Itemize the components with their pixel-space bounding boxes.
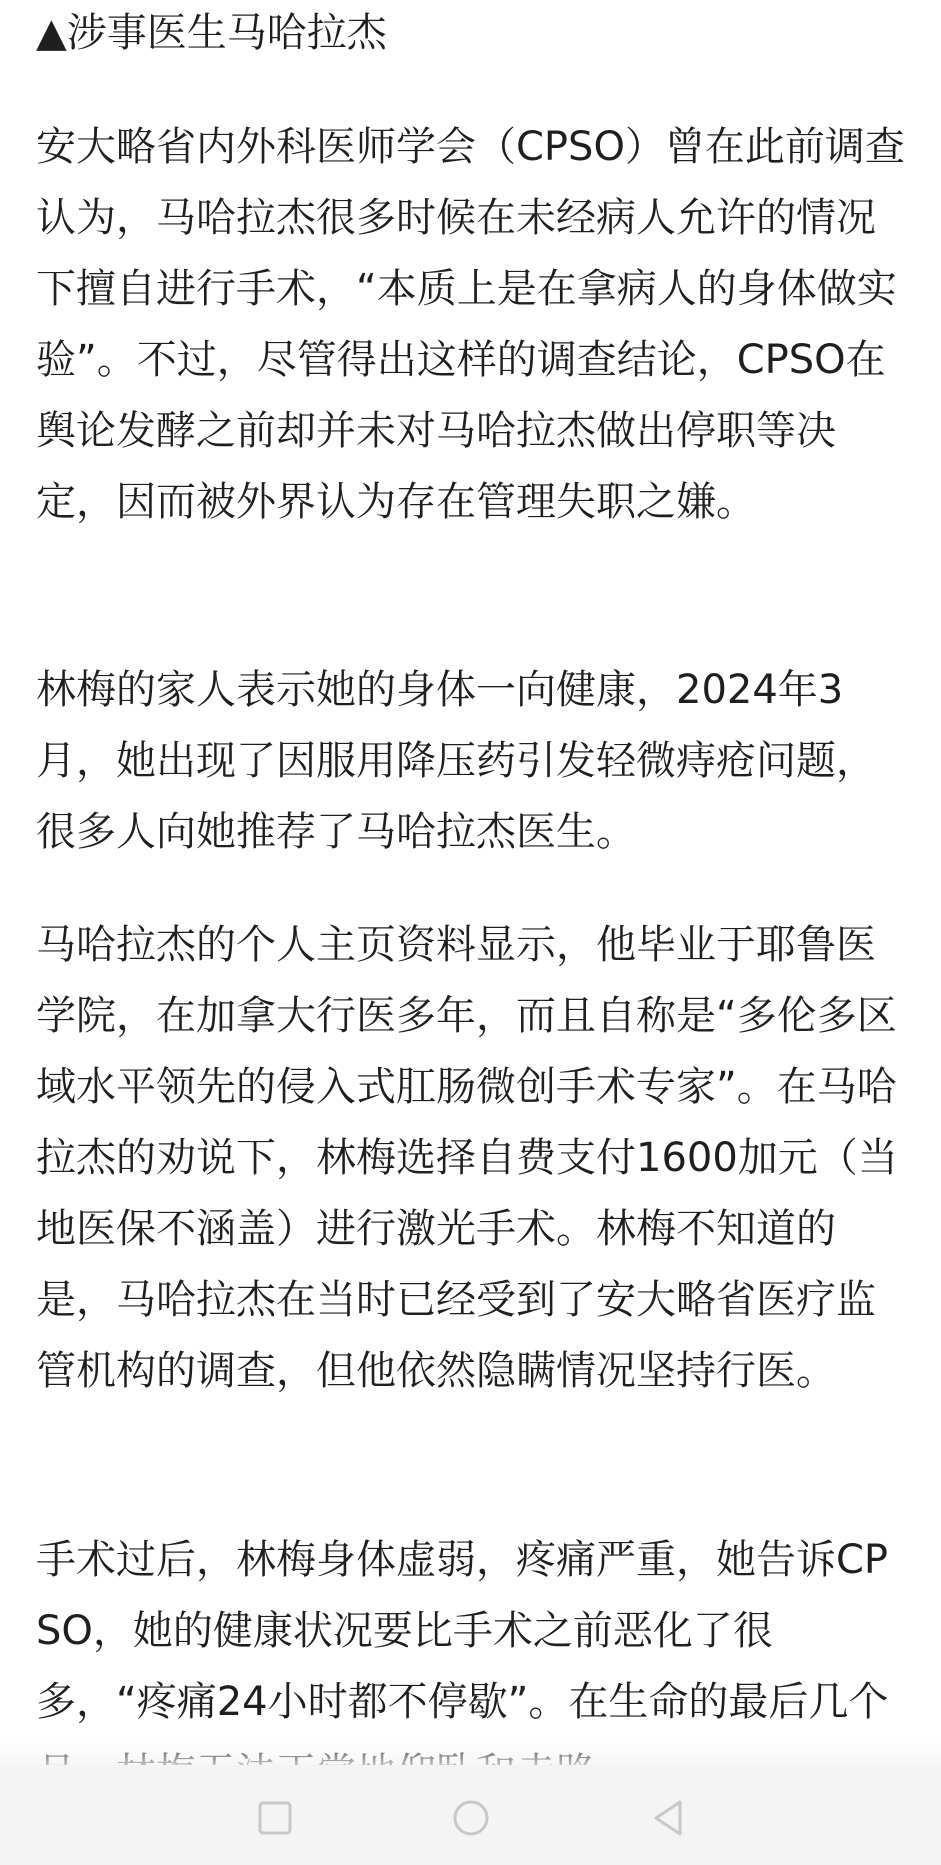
recents-square-icon xyxy=(257,1800,293,1836)
system-navigation-bar xyxy=(0,1765,941,1865)
article-paragraph: 马哈拉杰的个人主页资料显示，他毕业于耶鲁医学院，在加拿大行医多年，而且自称是“多伦多区域水平领先的侵入式肛肠微创手术专家”。在马哈拉杰的劝说下，林梅选择自费支付1600加元（当地医保不涵盖）进行激光手术。林梅不知道的是，马哈拉杰在当时已经受到了安大略省医疗监管机构的调查，但他依然隐瞒情况坚持行医。 xyxy=(36,922,898,1394)
recents-button[interactable] xyxy=(240,1783,310,1853)
back-triangle-icon xyxy=(650,1798,686,1838)
article-paragraph: 手术过后，林梅身体虚弱，疼痛严重，她告诉CPSO，她的健康状况要比手术之前恶化了很多，“疼痛24小时都不停歇”。在生命的最后几个 xyxy=(36,1537,889,1725)
section-heading: ▲涉事医生马哈拉杰 xyxy=(36,10,387,56)
home-button[interactable] xyxy=(436,1783,506,1853)
article-paragraph: 安大略省内外科医师学会（CPSO）曾在此前调查认为，马哈拉杰很多时候在未经病人允许的情况下擅自进行手术，“本质上是在拿病人的身体做实验”。不过，尽管得出这样的调查结论，CPSO在舆论发酵之前却并未对马哈拉杰做出停职等决定，因而被外界认为存在管理失职之嫌。 xyxy=(36,124,905,525)
back-button[interactable] xyxy=(633,1783,703,1853)
article-paragraph: 林梅的家人表示她的身体一向健康，2024年3月，她出现了因服用降压药引发轻微痔疮问题，很多人向她推荐了马哈拉杰医生。 xyxy=(36,667,876,855)
home-circle-icon xyxy=(451,1798,491,1838)
